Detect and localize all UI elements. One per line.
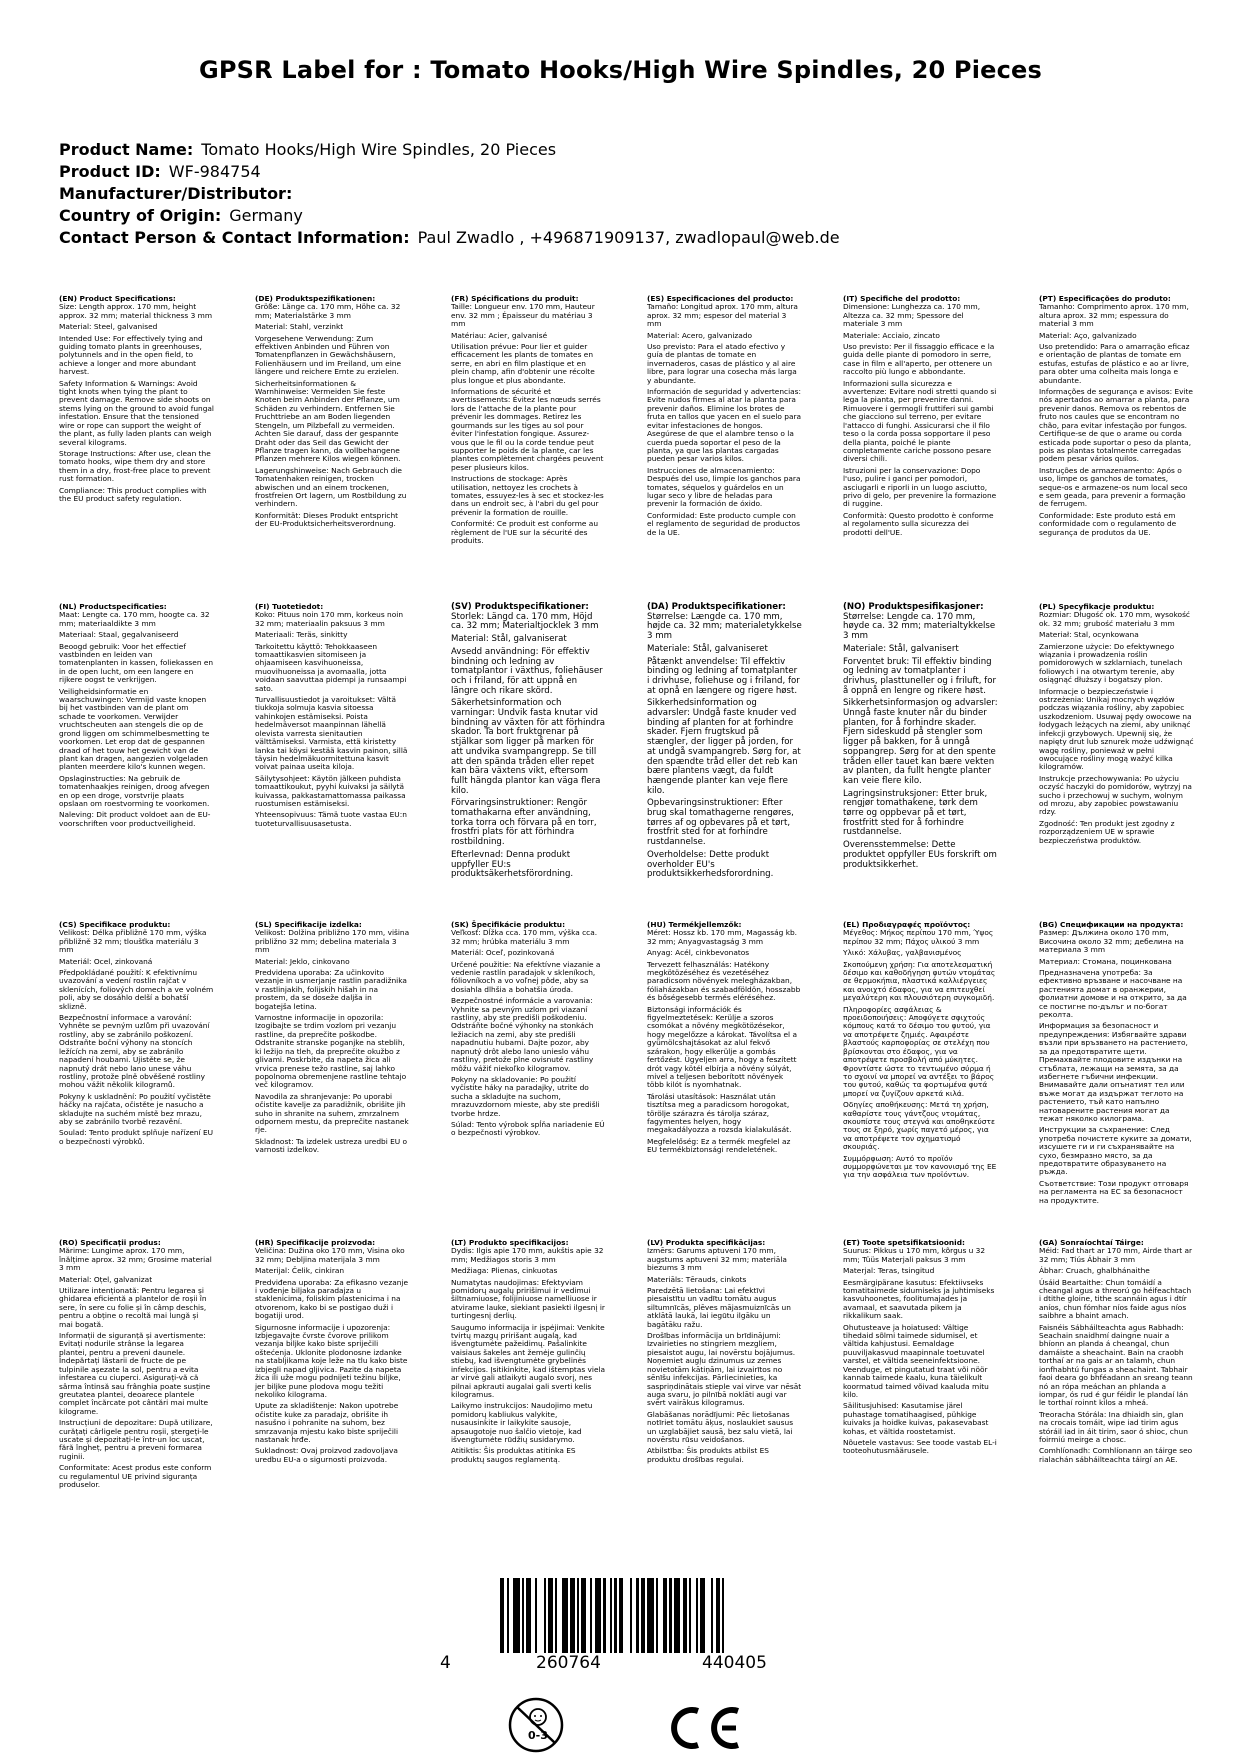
- barcode-bar: [513, 1578, 520, 1653]
- spec-paragraph: Material: Oțel, galvanizat: [59, 1274, 153, 1284]
- spec-paragraph: Velikost: Délka přibližně 170 mm, výška přibližně 32 mm; tloušťka materiálu 3 mm: [59, 928, 207, 955]
- svg-text:0-3: 0-3: [528, 1729, 548, 1742]
- spec-paragraph: Informações de segurança e avisos: Evite nós apertados ao amarrar a planta, para prevenir danos. Remova os rebentos de fruto nos caules que se encontram no chão, para evitar infestação por fungos. Certifique-se de que o arame ou corda esticada pode suportar o peso da planta, pois as plantas totalmente carregadas podem pesar vários quilos.: [1039, 387, 1193, 464]
- spec-paragraph: Dimensione: Lunghezza ca. 170 mm, Altezza ca. 32 mm; Spessore del materiale 3 mm: [843, 302, 981, 329]
- spec-paragraph: Méid: Fad thart ar 170 mm, Airde thart ar 32 mm; Tiús Ábhair 3 mm: [1039, 1246, 1193, 1264]
- spec-paragraph: Forventet bruk: Til effektiv binding og ledning av tomatplanter i drivhus, plasttuneller og i friluft, for å oppnå en lengre og rikere høst.: [843, 656, 996, 696]
- spec-paragraph: Treoracha Stórála: Ina dhiaidh sin, glan na crocais tomáit, wipe iad tirim agus stóráil iad in áit tirim, saor ó shioc, chun foirmiú meirge a chosc.: [1039, 1409, 1188, 1444]
- spec-paragraph: Turvallisuustiedot ja varoitukset: Vältä tiukkoja solmuja kasvia sitoessa vahinkojen estämiseksi. Poista hedelmäversot maanpinnan lähellä olevista varresta sienitautien välttämiseksi. Varmista, että kiristetty lanka tai köysi kestää kasvin painon, sillä täysin hedelmäkuormitettuna kasvit voivat painaa useita kiloja.: [255, 695, 408, 772]
- spec-paragraph: Efterlevnad: Denna produkt uppfyller EU:s produktsäkerhetsförordning.: [451, 849, 574, 880]
- spec-heading: (FI) Tuotetiedot:: [255, 602, 324, 611]
- spec-paragraph: Méret: Hossz kb. 170 mm, Magasság kb. 32 mm; Anyagvastagság 3 mm: [647, 928, 798, 946]
- spec-paragraph: Material: Jeklo, cinkovano: [255, 956, 350, 966]
- spec-paragraph: Numatytas naudojimas: Efektyviam pomidorų augalų pririšimui ir vedimui šiltnamiuose, folijiniuose namelliuose ir atvirame lauke, siekiant pasiekti ilgesnį ir turtingesnį derlių.: [451, 1277, 605, 1321]
- spec-paragraph: Atitiktis: Šis produktas atitinka ES produktų saugos reglamentą.: [451, 1446, 576, 1464]
- spec-heading: (HU) Termékjellemzők:: [647, 920, 742, 929]
- spec-paragraph: Ohutusteave ja hoiatused: Vältige tihedaid sõlmi taimede sidumisel, et vältida kahjustusi. Eemaldage puuviljakasvud maapinnale toetuvatel varstel, et vältida seeneinfektsioone. Veenduge, et pingutatud traat või nöör kannab taimede kaalu, kuna täielikult koormatud taimed võivad kaaluda mitu kilo.: [843, 1322, 989, 1399]
- spec-paragraph: Предназначена употреба: За ефективно връзване и насочване на растенията домат в оранжерии, фолиатни домове и на открито, за да се постигне по-дълъг и по-богат реколта.: [1039, 968, 1187, 1020]
- spec-block: [1039, 295, 1194, 540]
- spec-heading: (SV) Produktspecifikationer:: [451, 602, 589, 612]
- spec-paragraph: Glabāšanas norādījumi: Pēc lietošanas notīriet tomātu āķus, noslaukiet sausus un uzglabājiet sausā, bez salu vietā, lai novērstu rūsu veidošanos.: [647, 1409, 794, 1444]
- spec-paragraph: Avsedd användning: För effektiv bindning och ledning av tomatplantor i växthus, foliehäuser och i friland, för att uppnå en längre och rikare skörd.: [451, 646, 603, 696]
- spec-paragraph: Safety Information & Warnings: Avoid tight knots when tying the plant to prevent damage. Remove side shoots on stems lying on the ground to avoid fungal infestation. Ensure that the tensioned wire or rope can support the weight of the plant, as fully laden plants can weigh several kilograms.: [59, 378, 214, 447]
- spec-paragraph: Conformitate: Acest produs este conform cu regulamentul UE privind siguranța produselor.: [59, 1463, 212, 1489]
- spec-paragraph: Lagringsinstruksjoner: Etter bruk, rengjør tomathakene, tørk dem tørre og oppbevar på et tørt, frostfritt sted for å forhindre rustdannelse.: [843, 788, 988, 838]
- spec-paragraph: Informazioni sulla sicurezza e avvertenze: Evitare nodi stretti quando si lega la pianta, per prevenire danni. Rimuovere i germogli fruttiferi sui gambi che giacciono sul terreno, per evitare l'attacco di funghi. Assicurarsi che il filo teso o la corda possa sopportare il peso della pianta, poiché le piante completamente cariche possono pesare diversi chili.: [843, 378, 997, 464]
- spec-paragraph: Atbilstība: Šis produkts atbilst ES produktu drošības regulai.: [647, 1446, 769, 1464]
- spec-block: [255, 603, 410, 831]
- spec-paragraph: Materiał: Stal, ocynkowana: [1039, 630, 1139, 640]
- barcode-bar: [522, 1578, 524, 1653]
- spec-paragraph: Συμμόρφωση: Αυτό το προϊόν συμμορφώνεται με τον κανονισμό της ΕΕ για την ασφάλεια των προϊόντων.: [843, 1153, 997, 1180]
- barcode-bar: [562, 1578, 569, 1653]
- spec-paragraph: Upute za skladištenje: Nakon upotrebe očistite kuke za paradajz, obrišite ih nasušno i pohranite na suhom, bez smrzavanja mjestu kako biste spriječili nastanak hrđe.: [255, 1401, 399, 1444]
- spec-paragraph: Navodila za shranjevanje: Po uporabi očistite kavelje za paradižnik, obrišite jih suho in shranite na suhem, zmrzalnem odpornem mestu, da preprečite nastanek rje.: [255, 1091, 409, 1135]
- spec-heading: (BG) Спецификации на продукта:: [1039, 920, 1184, 929]
- product-name-row: Product Name: Tomato Hooks/High Wire Spindles, 20 Pieces: [59, 140, 557, 159]
- barcode-bar: [641, 1578, 645, 1653]
- spec-heading: (EN) Product Specifications:: [59, 294, 176, 303]
- barcode-bar: [630, 1578, 632, 1653]
- spec-paragraph: Størrelse: Længde ca. 170 mm, højde ca. 32 mm; materialetykkelse 3 mm: [647, 611, 802, 642]
- spec-paragraph: Material: Acero, galvanizado: [647, 330, 753, 340]
- barcode-left-digit: 4: [440, 1653, 451, 1673]
- spec-paragraph: Instrucțiuni de depozitare: După utilizare, curățați cârligele pentru roșii, ștergeți-le uscate și depozitați-le într-un loc uscat, fără îngheț, pentru a preveni formarea ruginii.: [59, 1418, 213, 1461]
- barcode-bar: [570, 1578, 574, 1653]
- spec-heading: (SL) Specifikacije izdelka:: [255, 920, 362, 929]
- spec-paragraph: Materiale: Acciaio, zincato: [843, 330, 940, 340]
- spec-paragraph: Instrucciones de almacenamiento: Después del uso, limpie los ganchos para tomates, séquelos y guárdelos en un lugar seco y libre de heladas para prevenir la formación de óxido.: [647, 465, 801, 509]
- spec-block: [59, 1239, 214, 1492]
- barcode-bar: [674, 1578, 681, 1653]
- spec-paragraph: Uso previsto: Per il fissaggio efficace e la guida delle piante di pomodoro in serre, case in film e all'aperto, per ottenere un raccolto più lungo e abbondante.: [843, 342, 995, 377]
- spec-heading: (IT) Specifiche del prodotto:: [843, 294, 961, 303]
- spec-block: [451, 295, 606, 548]
- spec-paragraph: Instruções de armazenamento: Após o uso, limpe os ganchos de tomates, seque-os e armazene-os num local seco e sem geada, para prevenir a formação de ferrugem.: [1039, 465, 1188, 509]
- barcode-bar: [669, 1578, 671, 1653]
- barcode-bar: [603, 1578, 605, 1653]
- spec-paragraph: Material: Stål, galvaniserat: [451, 634, 567, 645]
- spec-paragraph: Určené použitie: Na efektívne viazanie a vedenie rastlín paradajok v skleníkoch, fóliovníkoch a vo voľnej pôde, aby sa dosiahla dlhšia a bohatšia úroda.: [451, 959, 601, 994]
- barcode-bar: [689, 1578, 691, 1653]
- spec-paragraph: Tamaño: Longitud aprox. 170 mm, altura aprox. 32 mm; espesor del material 3 mm: [647, 302, 798, 329]
- spec-block: [647, 921, 802, 1158]
- page-title: GPSR Label for : Tomato Hooks/High Wire Spindles, 20 Pieces: [198, 56, 1043, 84]
- spec-block: [1039, 603, 1194, 848]
- spec-paragraph: Información de seguridad y advertencias: Evite nudos firmes al atar la planta para prevenir daños. Elimine los brotes de fruta en tallos que yacen en el suelo para evitar infestaciones de hongos. Asegúrese de que el alambre tenso o la cuerda pueda soportar el peso de la planta, ya que las plantas cargadas pueden pesar varios kilos.: [647, 387, 802, 464]
- spec-block: [647, 295, 802, 540]
- barcode-bar: [722, 1578, 724, 1653]
- spec-paragraph: Soulad: Tento produkt splňuje nařízení EU o bezpečnosti výrobků.: [59, 1128, 214, 1146]
- spec-paragraph: Maat: Lengte ca. 170 mm, hoogte ca. 32 mm; materiaaldikte 3 mm: [59, 610, 210, 628]
- spec-paragraph: Predviđena uporaba: Za efikasno vezanje i vođenje biljaka paradajza u staklenicima, foliskim plastenicima i na otvorenom, kako bi se postigao duži i bogatiji urod.: [255, 1277, 409, 1321]
- spec-block: [59, 921, 214, 1149]
- spec-block: [843, 295, 998, 540]
- spec-paragraph: Pokyny na skladovanie: Po použití vyčistite háky na paradajky, utrite do sucha a skladujte na suchom, mrazuvzdornom mieste, aby ste predišli tvorbe hrdze.: [451, 1074, 600, 1118]
- spec-paragraph: Lagerungshinweise: Nach Gebrauch die Tomatenhaken reinigen, trocken abwischen und an einem trockenen, frostfreien Ort lagern, um Rostbildung zu verhindern.: [255, 465, 407, 509]
- ce-mark-icon: [664, 1703, 744, 1753]
- spec-paragraph: Suurus: Pikkus u 170 mm, kõrgus u 32 mm; Tüüs Materjali paksus 3 mm: [843, 1246, 986, 1264]
- spec-paragraph: Informații de siguranță și avertismente: Evitați nodurile strânse la legarea plantei, pentru a preveni daunele. Îndepărtați lăstarii de fructe de pe tulpinile așezate la sol, pentru a evita infestarea cu ciuperci. Asigurați-vă că sârma întinsă sau frânghia poate susține greutatea plantei, deoarece plantele complet încărcate pot cântări mai multe kilograme.: [59, 1331, 211, 1416]
- spec-paragraph: Sikkerhetsinformasjon og advarsler: Unngå faste knuter når du binder planten, for å forhindre skader. Fjern sideskudd på stengler som ligger på bakken, for å unngå soppangrep. Sørg for at den spente tråden eller tauet kan bære vekten av planten, da fullt hengte planter kan veie flere kilo.: [843, 698, 998, 786]
- spec-paragraph: Intended Use: For effectively tying and guiding tomato plants in greenhouses, polytunnels and in the open field, to achieve a longer and more abundant harvest.: [59, 333, 203, 377]
- spec-block: [255, 921, 410, 1158]
- spec-paragraph: Nõuetele vastavus: See toode vastab EL-i tooteohutusmäärusele.: [843, 1437, 997, 1456]
- spec-block: [1039, 921, 1194, 1208]
- spec-heading: (DE) Produktspezifikationen:: [255, 294, 376, 303]
- spec-paragraph: Informations de sécurité et avertissements: Évitez les nœuds serrés lors de l'attache de la plante pour prévenir les dommages. Retirez les gourmands sur les tiges au sol pour éviter l'infestation fongique. Assurez-vous que le fil ou la corde tendue peut supporter le poids de la plante, car les plantes complètement chargées peuvent peser plusieurs kilos.: [451, 387, 604, 472]
- spec-heading: (PL) Specyfikacje produktu:: [1039, 602, 1155, 611]
- spec-block: [255, 1239, 410, 1467]
- spec-heading: (LV) Produkta specifikācijas:: [647, 1238, 766, 1247]
- spec-paragraph: Οδηγίες αποθήκευσης: Μετά τη χρήση, καθαρίστε τους γάντζους ντομάτας, σκουπίστε τους στεγνά και αποθηκεύστε τους σε ξηρό, χωρίς παγετό μέρος, για να αποτρέψετε τον σχηματισμό σκουριάς.: [843, 1100, 995, 1152]
- barcode-bar: [619, 1578, 623, 1653]
- spec-paragraph: Storage Instructions: After use, clean the tomato hooks, wipe them dry and store them in a dry, frost-free place to prevent rust formation.: [59, 448, 211, 484]
- spec-paragraph: Tárolási utasítások: Használat után tisztítsa meg a paradicsom horogokat, törölje szárazra és tárolja száraz, fagymentes helyen, hogy megakadályozza a rozsda kialakulását.: [647, 1091, 792, 1135]
- spec-paragraph: Bezpečnostné informácie a varovania: Vyhnite sa pevným uzlom pri viazaní rastliny, aby ste predišli poškodeniu. Odstráňte bočné výhonky na stonkách ležiacich na zemi, aby ste predišli napadnutiu hubami. Dajte pozor, aby napnutý drôt alebo lano unieslo váhu rastliny, pretože plne ovisnuté rastliny môžu vážiť niekoľko kilogramov.: [451, 996, 594, 1073]
- spec-paragraph: Materiaal: Staal, gegalvaniseerd: [59, 630, 179, 640]
- barcode-bar: [590, 1578, 592, 1653]
- spec-paragraph: Dydis: Ilgis apie 170 mm, aukštis apie 32 mm; Medžiagos storis 3 mm: [451, 1246, 604, 1264]
- spec-paragraph: Naleving: Dit product voldoet aan de EU-voorschriften voor productveiligheid.: [59, 810, 211, 828]
- spec-paragraph: Påtænkt anvendelse: Til effektiv binding og ledning af tomatplanter i drivhuse, foliehuse og i friland, for at opnå en længere og rigere høst.: [647, 656, 800, 696]
- barcode-bar: [696, 1578, 698, 1653]
- spec-paragraph: Instrukcje przechowywania: Po użyciu oczyść haczyki do pomidorów, wytrzyj na sucho i przechowuj w suchym, wolnym od mrozu, aby zapobiec powstawaniu rdzy.: [1039, 773, 1192, 817]
- spec-paragraph: Съответствие: Този продукт отговаря на регламента на ЕС за безопасност на продуктите.: [1039, 1178, 1189, 1205]
- spec-heading: (HR) Specifikacije proizvoda:: [255, 1238, 376, 1247]
- spec-paragraph: Uso previsto: Para el atado efectivo y guía de plantas de tomate en invernaderos, casas de plástico y al aire libre, para lograr una cosecha más larga y abundante.: [647, 342, 797, 385]
- spec-paragraph: Sukladnost: Ovaj proizvod zadovoljava uredbu EU-a o sigurnosti proizvoda.: [255, 1446, 398, 1464]
- spec-paragraph: Materiál: Ocel, zinkovaná: [59, 956, 153, 966]
- barcode-bar: [711, 1578, 713, 1653]
- spec-paragraph: Storlek: Längd ca. 170 mm, Höjd ca. 32 mm; Materialtjocklek 3 mm: [451, 611, 599, 632]
- spec-paragraph: Sicherheitsinformationen & Warnhinweise: Vermeiden Sie feste Knoten beim Anbinden der Pflanze, um Schäden zu verhindern. Entfernen Sie Fruchttriebe an am Boden liegenden Stengeln, um Pilzbefall zu vermeiden. Achten Sie darauf, dass der gespannte Draht oder das Seil das Gewicht der Pflanze tragen kann, da vollbehangene Pflanzen mehrere Kilos wiegen können.: [255, 378, 401, 464]
- barcode-bar: [526, 1578, 530, 1653]
- spec-paragraph: Izmērs: Garums aptuveni 170 mm, augstums aptuveni 32 mm; materiāla biezums 3 mm: [647, 1246, 787, 1273]
- spec-paragraph: Laikymo instrukcijos: Naudojimo metu pomidorų kabliukus valykite, nusausinkite ir laikykite sausoje, apsaugotoje nuo šalčio vietoje, kad išvengtumėte rūdžių susidarymo.: [451, 1401, 593, 1444]
- spec-paragraph: Súlad: Tento výrobok spĺňa nariadenie EÚ o bezpečnosti výrobkov.: [451, 1119, 605, 1138]
- spec-paragraph: Material: Steel, galvanised: [59, 322, 158, 332]
- spec-block: [647, 603, 802, 883]
- spec-paragraph: Conformidade: Este produto está em conformidade com o regulamento de segurança de produtos da UE.: [1039, 510, 1177, 537]
- spec-paragraph: Matériau: Acier, galvanisé: [451, 330, 548, 340]
- barcode-bar: [647, 1578, 654, 1653]
- spec-paragraph: Drošības informācija un brīdinājumi: Izvairieties no stingriem mezgliem, piesaistot augu, lai novērstu bojājumus. Noņemiet augļu dzinumus uz zemes novietotām kātiņām, lai izvairītos no sēnīšu infekcijas. Pārliecinieties, ka saspriņdinātais stieple vai virve var nēsāt auga svaru, jo pilnībā noklāti augi var svērt vairākus kilogramus.: [647, 1331, 802, 1408]
- spec-paragraph: Utilizare intenționată: Pentru legarea și ghidarea eficientă a plantelor de roșii în sere, în sere cu folie și în câmp deschis, pentru a obține o recoltă mai lungă și mai bogată.: [59, 1286, 207, 1329]
- spec-paragraph: Předpokládané použití: K efektivnímu uvazování a vedení rostlin rajčat v sklenících, foliových domech a ve volném poli, aby se dosáhlo delší a bohatší sklizně.: [59, 968, 214, 1011]
- spec-paragraph: Rozmiar: Długość ok. 170 mm, wysokość ok. 32 mm; grubość materiału 3 mm: [1039, 610, 1190, 628]
- spec-paragraph: Istruzioni per la conservazione: Dopo l'uso, pulire i ganci per pomodori, asciugarli e riporli in un luogo asciutto, privo di gelo, per prevenire la formazione di ruggine.: [843, 465, 997, 509]
- spec-paragraph: Sikkerhedsinformation og advarsler: Undgå faste knuder ved binding af planten for at forhindre skader. Fjern frugtskud på stængler, der ligger på jorden, for at undgå svampangreb. Sørg for, at den spændte tråd eller det reb kan bære plantens vægt, da fuldt hængende planter kan veje flere kilo.: [647, 698, 801, 796]
- spec-paragraph: Säilitusjuhised: Kasutamise järel puhastage tomatihaagised, pühkige kuivaks ja hoidke kuivas, pakasevabast kohas, et vältida roostetamist.: [843, 1401, 989, 1436]
- spec-paragraph: Taille: Longueur env. 170 mm, Hauteur env. 32 mm ; Épaisseur du matériau 3 mm: [451, 302, 595, 329]
- spec-heading: (DA) Produktspecifikationer:: [647, 602, 786, 612]
- spec-heading: (ET) Toote spetsifikatsioonid:: [843, 1238, 965, 1247]
- spec-block: [451, 1239, 606, 1467]
- barcode-bar: [683, 1578, 687, 1653]
- spec-paragraph: Tarkoitettu käyttö: Tehokkaaseen tomaattikasvien sitomiseen ja ohjaamiseen kasvihuoneissa, muovihuoneissa ja avomaalla, jotta voidaan saavuttaa pidempi ja runsaampi sato.: [255, 641, 407, 693]
- barcode-bar: [544, 1578, 546, 1653]
- spec-paragraph: Koko: Pituus noin 170 mm, korkeus noin 32 mm; materiaalin paksuus 3 mm: [255, 610, 404, 628]
- barcode-bar: [548, 1578, 552, 1653]
- spec-paragraph: Veličina: Dužina oko 170 mm, Visina oko 32 mm; Debljina materijala 3 mm: [255, 1246, 405, 1264]
- contact-row: Contact Person & Contact Information: Paul Zwadlo , +496871909137, zwadlopaul@web.de: [59, 228, 840, 247]
- spec-paragraph: Biztonsági információk és figyelmeztetések: Kerülje a szoros csomókat a növény megkötözésekor, hogy megelőzze a károkat. Távolítsa el a gyümölcshajtásokat az alul fekvő szárakon, hogy elkerülje a gombás fertőzést. Ügyeljen arra, hogy a feszített drót vagy kötél elbírja a növény súlyát, mivel a teljesen beborított növények több kilót is nyomhatnak.: [647, 1004, 797, 1090]
- barcode-bar: [500, 1578, 504, 1653]
- spec-paragraph: Størrelse: Lengde ca. 170 mm, høyde ca. 32 mm; materialtykkelse 3 mm: [843, 611, 996, 642]
- spec-heading: (ES) Especificaciones del producto:: [647, 294, 794, 303]
- spec-paragraph: Pokyny k uskladnění: Po použití vyčistěte háčky na rajčata, očistěte je nasucho a skladujte na suchém místě bez mrazu, aby se zabránilo tvorbě rezavění.: [59, 1091, 211, 1126]
- spec-paragraph: Size: Length approx. 170 mm, height approx. 32 mm; material thickness 3 mm: [59, 302, 213, 320]
- spec-block: [843, 603, 998, 873]
- spec-paragraph: Sigurnosne informacije i upozorenja: Izbjegavajte čvrste čvorove prilikom vezanja biljke kako biste spriječili oštećenja. Uklonite plodonosne izdanke na stabljikama koje leže na tlu kako biste izbjegli napad gljivica. Pazite da napeta žica ili uže mogu podnijeti težinu biljke, jer biljke pune plodova mogu težiti nekoliko kilograma.: [255, 1322, 408, 1399]
- spec-paragraph: Säkerhetsinformation och varningar: Undvik fasta knutar vid bindning av växten för att förhindra skador. Ta bort fruktgrenar på stjälkar som ligger på marken för att undvika svampangrepp. Se till att den spända tråden eller repet kan bära växtens vikt, eftersom fullt hängda plantor kan väga flera kilo.: [451, 698, 606, 796]
- spec-paragraph: Υλικό: Χάλυβας, γαλβανισμένος: [843, 948, 962, 958]
- spec-paragraph: Materiale: Stål, galvaniseret: [647, 643, 768, 654]
- barcode-bar: [614, 1578, 616, 1653]
- spec-block: [59, 295, 214, 506]
- spec-paragraph: Opslaginstructies: Na gebruik de tomatenhaakjes reinigen, droog afvegen en op een droge, vorstvrije plaats opslaan om roestvorming te voorkomen.: [59, 773, 210, 808]
- barcode-bar: [700, 1578, 704, 1653]
- spec-paragraph: Πληροφορίες ασφάλειας & προειδοποιήσεις: Αποφύγετε σφιχτούς κόμπους κατά το δέσιμο του φυτού, για να αποτρέψετε ζημιές. Αφαιρέστε βλαστούς καρποφορίας σε στελέχη που βρίσκονται στο έδαφος, για να αποτρέψετε προσβολή από μύκητες. Φροντίστε ώστε το τεντωμένο σύρμα ή το σχοινί να μπορεί να αντέξει το βάρος του φυτού, καθώς τα φορτωμένα φυτά μπορεί να ζυγίζουν αρκετά κιλά.: [843, 1004, 995, 1098]
- spec-paragraph: Saugumo informacija ir įspėjimai: Venkite tvirtų mazgų pririšant augalą, kad išvengtumėte pažeidimų. Pašalinkite vaisiaus šakeles ant žemėje gulinčių stiebų, kad išvengtumėte grybelinės infekcijos. Įsitikinkite, kad ištemptas viela ar virvė gali atlaikyti augalo svorį, nes pilnai apkrauti augalai gali sverti kelis kilogramus.: [451, 1322, 606, 1399]
- spec-paragraph: Tervezett felhasználás: Hatékony megkötözéséhez és vezetéséhez paradicsom növények melegházakban, fóliaházakban és szabadföldön, hosszabb és bőségesebb termés eléréséhez.: [647, 959, 801, 1003]
- spec-block: [59, 603, 214, 831]
- barcode-bar: [581, 1578, 585, 1653]
- spec-paragraph: Úsáid Beartaithe: Chun tomáidí a cheangal agus a threorú go héifeachtach i dtithe gloine, tithe scannáin agus i dtír aníos, chun fómhar níos faide agus níos saibhre a bhaint amach.: [1039, 1277, 1192, 1321]
- spec-paragraph: Σκοπούμενη χρήση: Για αποτελεσματική δέσιμο και καθοδήγηση φυτών ντομάτας σε θερμοκήπια, πλαστικά καλλιέργειες και ανοιχτό έδαφος, για να επιτευχθεί μεγαλύτερη και πλουσιότερη συγκομιδή.: [843, 959, 996, 1003]
- barcode-bar: [716, 1578, 720, 1653]
- spec-heading: (EL) Προδιαγραφές προϊόντος:: [843, 920, 971, 929]
- spec-paragraph: Bezpečnostní informace a varování: Vyhněte se pevným uzlům při uvazování rostliny, aby se zabránilo poškození. Odstraňte boční výhony na stoncích ležících na zemi, aby se zabránilo napadení houbami. Ujistěte se, že napnutý drát nebo lano unese váhu rostliny, protože plně obvěšené rostliny mohou vážit několik kilogramů.: [59, 1013, 210, 1090]
- product-info: [59, 139, 840, 249]
- spec-paragraph: Größe: Länge ca. 170 mm, Höhe ca. 32 mm; Materialstärke 3 mm: [255, 302, 401, 320]
- spec-paragraph: Comhlíonadh: Comhlíonann an táirge seo rialachán sábháilteachta táirgí an AE.: [1039, 1446, 1193, 1464]
- spec-paragraph: Veľkosť: Dĺžka cca. 170 mm, výška cca. 32 mm; hrúbka materiálu 3 mm: [451, 928, 598, 946]
- country-row: Country of Origin: Germany: [59, 206, 303, 225]
- spec-paragraph: Uso pretendido: Para o amarração eficaz e orientação de plantas de tomate em estufas, estufas de plástico e ao ar livre, para obter uma colheita mais longa e abundante.: [1039, 342, 1190, 385]
- barcode-bars: [500, 1578, 835, 1653]
- barcode-bar: [595, 1578, 602, 1653]
- spec-paragraph: Размер: Дължина около 170 mm, Височина около 32 mm; дебелина на материала 3 mm: [1039, 928, 1184, 955]
- spec-paragraph: Overholdelse: Dette produkt overholder EU's produktsikkerhedsforordning.: [647, 849, 774, 880]
- barcode-group-2: 440405: [702, 1653, 767, 1673]
- spec-paragraph: Μέγεθος: Μήκος περίπου 170 mm, Ύψος περίπου 32 mm; Πάχος υλικού 3 mm: [843, 928, 994, 946]
- spec-paragraph: Conformité: Ce produit est conforme au règlement de l'UE sur la sécurité des produits.: [451, 519, 599, 545]
- spec-paragraph: Conformità: Questo prodotto è conforme al regolamento sulla sicurezza dei prodotti dell'UE.: [843, 510, 994, 537]
- barcode-bar: [663, 1578, 667, 1653]
- spec-paragraph: Materiaali: Teräs, sinkitty: [255, 630, 348, 640]
- barcode-bar: [656, 1578, 658, 1653]
- spec-paragraph: Faisnéis Sábháilteachta agus Rabhadh: Seachain snaidhmí daingne nuair a bhíonn an planda á cheangal, chun damáiste a sheachaint. Bain na craobh torthaí ar na gais ar an talamh, chun ionfhabhtú fungas a sheachaint. Tabhair faoi deara go bhféadann an sreang teann nó an rópa meáchan an phlanda a iompar, ós rud é gur féidir le plandaí lán le torthaí roinnt kilos a mheá.: [1039, 1322, 1193, 1408]
- barcode: [440, 1578, 860, 1690]
- spec-paragraph: Vorgesehene Verwendung: Zum effektiven Anbinden und Führen von Tomatenpflanzen in Gewächshäusern, Folienhäusern und im Freiland, um eine längere und reichere Ernte zu erzielen.: [255, 333, 402, 377]
- spec-block: [1039, 1239, 1194, 1467]
- spec-paragraph: Förvaringsinstruktioner: Rengör tomathakarna efter användning, torka torra och förvara på en torr, frostfri plats för att förhindra rostbildning.: [451, 798, 597, 848]
- spec-paragraph: Yhteensopivuus: Tämä tuote vastaa EU:n tuoteturvallisuusasetusta.: [255, 810, 407, 828]
- spec-block: [451, 921, 606, 1141]
- barcode-bar: [636, 1578, 638, 1653]
- spec-paragraph: Velikost: Dolžina približno 170 mm, višina približno 32 mm; debelina materiala 3 mm: [255, 928, 410, 955]
- spec-paragraph: Anyag: Acél, cinkbevonatos: [647, 948, 750, 958]
- spec-paragraph: Predvidena uporaba: Za učinkovito vezanje in usmerjanje rastlin paradižnika v rastlinjakih, folijskih hišah in na prostem, da se doseže daljša in bogatejša letina.: [255, 968, 407, 1011]
- spec-paragraph: Varnostne informacije in opozorila: Izogibajte se trdim vozlom pri vezanju rastline, da preprečite poškodbe. Odstranite stranske poganjke na steblih, ki ležijo na tleh, da preprečite okužbo z glivami. Poskrbite, da napeta žica ali vrvica prenese težo rastline, saj lahko popolnoma obremenjene rastline tehtajo več kilogramov.: [255, 1013, 407, 1090]
- spec-paragraph: Material: Aço, galvanizado: [1039, 330, 1137, 340]
- spec-paragraph: Informacje o bezpieczeństwie i ostrzeżenia: Unikaj mocnych węzłów podczas wiązania rośliny, aby zapobiec uszkodzeniom. Usuwaj pędy owocowe na łodygach leżących na ziemi, aby uniknąć infekcji grzybowych. Upewnij się, że napięty drut lub sznurek może udźwignąć wagę rośliny, ponieważ w pełni owocujące rośliny mogą ważyć kilka kilogramów.: [1039, 686, 1194, 772]
- spec-heading: (SK) Špecifikácie produktu:: [451, 920, 566, 929]
- spec-paragraph: Ábhar: Cruach, ghalbhánaithe: [1039, 1266, 1150, 1276]
- barcode-bar: [507, 1578, 509, 1653]
- product-id-row: Product ID: WF-984754: [59, 162, 261, 181]
- spec-paragraph: Beoogd gebruik: Voor het effectief vastbinden en leiden van tomatenplanten in kassen, foliekassen en in de open lucht, om een langere en rijkere oogst te verkrijgen.: [59, 641, 214, 685]
- spec-paragraph: Overensstemmelse: Dette produktet oppfyller EUs forskrift om produktsikkerhet.: [843, 840, 997, 870]
- spec-block: [255, 295, 410, 532]
- spec-paragraph: Zgodność: Ten produkt jest zgodny z rozporządzeniem UE w sprawie bezpieczeństwa produktów.: [1039, 818, 1175, 845]
- spec-paragraph: Zamierzone użycie: Do efektywnego wiązania i prowadzenia roślin pomidorowych w szklarniach, tunelach foliowych i na otwartym terenie, aby osiągnąć dłuższy i bogatszy plon.: [1039, 641, 1183, 685]
- barcode-bar: [555, 1578, 557, 1653]
- spec-paragraph: Materjal: Teras, tsingitud: [843, 1266, 935, 1276]
- spec-paragraph: Materiál: Oceľ, pozinkovaná: [451, 948, 555, 958]
- spec-paragraph: Säilytysohjeet: Käytön jälkeen puhdista tomaattikoukut, pyyhi kuivaksi ja säilytä kuivassa, pakkastamattomassa paikassa ruostumisen estämiseksi.: [255, 773, 406, 808]
- spec-paragraph: Opbevaringsinstruktioner: Efter brug skal tomathagerne rengøres, tørres af og opbevares på et tørt, frostfrit sted for at forhindre rustdannelse.: [647, 798, 794, 848]
- spec-heading: (NO) Produktspesifikasjoner:: [843, 602, 984, 612]
- spec-paragraph: Skladnost: Ta izdelek ustreza uredbi EU o varnosti izdelkov.: [255, 1136, 408, 1155]
- spec-heading: (PT) Especificações do produto:: [1039, 294, 1171, 303]
- manufacturer-row: Manufacturer/Distributor:: [59, 184, 293, 203]
- spec-block: [843, 921, 998, 1183]
- spec-paragraph: Utilisation prévue: Pour lier et guider efficacement les plants de tomates en serre, en abri en film plastique et en plein champ, afin d'obtenir une récolte plus longue et plus abondante.: [451, 342, 595, 385]
- spec-heading: (NL) Productspecificaties:: [59, 602, 167, 611]
- spec-paragraph: Konformität: Dieses Produkt entspricht der EU-Produktsicherheitsverordnung.: [255, 510, 399, 529]
- spec-paragraph: Veiligheidsinformatie en waarschuwingen: Vermijd vaste knopen bij het vastbinden van de plant om schade te voorkomen. Verwijder vruchtscheuten aan stengels die op de grond liggen om schimmelbesmetting te voorkomen. Let erop dat de gespannen draad of het touw het gewicht van de plant kan dragen, aangezien volgeladen planten meerdere kilo's kunnen wegen.: [59, 686, 210, 772]
- spec-heading: (RO) Specificații produs:: [59, 1238, 161, 1247]
- spec-paragraph: Paredzētā lietošana: Lai efektīvi piesaistītu un vadītu tomātu augus siltumnīcās, plēves mājasmuiznīcās un atklātā laukā, lai iegūtu ilgāku un bagātāku ražu.: [647, 1286, 791, 1329]
- spec-block: [647, 1239, 802, 1467]
- spec-heading: (LT) Produkto specifikacijos:: [451, 1238, 569, 1247]
- barcode-group-1: 260764: [536, 1653, 601, 1673]
- spec-paragraph: Materijal: Čelik, cinkiran: [255, 1266, 345, 1276]
- spec-paragraph: Materiāls: Tērauds, cinkots: [647, 1274, 747, 1284]
- barcode-bar: [577, 1578, 579, 1653]
- spec-heading: (FR) Spécifications du produit:: [451, 294, 579, 303]
- age-warning-0-3-icon: [508, 1697, 564, 1753]
- spec-paragraph: Eesmärgipärane kasutus: Efektiivseks tomatitaimede sidumiseks ja juhtimiseks kasvuhoonetes, foolitumajades ja avamaal, et saavutada pikem ja rikkalikum saak.: [843, 1277, 995, 1321]
- spec-paragraph: Materiale: Stål, galvanisert: [843, 643, 959, 654]
- spec-paragraph: Megfelelőség: Ez a termék megfelel az EU termékbiztonsági rendeletének.: [647, 1136, 791, 1155]
- spec-block: [843, 1239, 998, 1459]
- spec-paragraph: Mărime: Lungime aprox. 170 mm, înălțime aprox. 32 mm; Grosime material 3 mm: [59, 1246, 212, 1273]
- spec-heading: (CS) Specifikace produktu:: [59, 920, 171, 929]
- barcode-bar: [535, 1578, 537, 1653]
- spec-paragraph: Информация за безопасност и предупреждения: Избягвайте здрави възли при връзването на растението, за да предотвратите щети. Премахвайте плодовите издънки на стъблата, лежащи на земята, за да избегнете гъбични инфекции. Внимавайте дали опънатият тел или въже могат да издържат теглото на растението, тъй като напълно натоварените растения могат да тежат няколко килограма.: [1039, 1021, 1188, 1123]
- spec-paragraph: Instructions de stockage: Après utilisation, nettoyez les crochets à tomates, essuyez-les à sec et stockez-les dans un endroit sec, à l'abri du gel pour prévenir la formation de rouille.: [451, 474, 604, 517]
- spec-block: [451, 603, 606, 883]
- barcode-bar: [610, 1578, 612, 1653]
- spec-paragraph: Medžiaga: Plienas, cinkuotas: [451, 1266, 558, 1276]
- spec-paragraph: Material: Stahl, verzinkt: [255, 322, 344, 332]
- spec-paragraph: Материал: Стомана, поцинкована: [1039, 956, 1172, 966]
- spec-heading: (GA) Sonraíochtaí Táirge:: [1039, 1238, 1144, 1247]
- spec-paragraph: Conformidad: Este producto cumple con el reglamento de seguridad de productos de la UE.: [647, 510, 800, 537]
- spec-paragraph: Инструкции за съхранение: След употреба почистете куките за домати, изсушете ги и ги съхранявайте на сухо, безмразно място, за да предотвратите образуването на ръжда.: [1039, 1125, 1192, 1177]
- spec-paragraph: Compliance: This product complies with the EU product safety regulation.: [59, 485, 207, 503]
- spec-paragraph: Tamanho: Comprimento aprox. 170 mm, altura aprox. 32 mm; espessura do material 3 mm: [1039, 302, 1189, 329]
